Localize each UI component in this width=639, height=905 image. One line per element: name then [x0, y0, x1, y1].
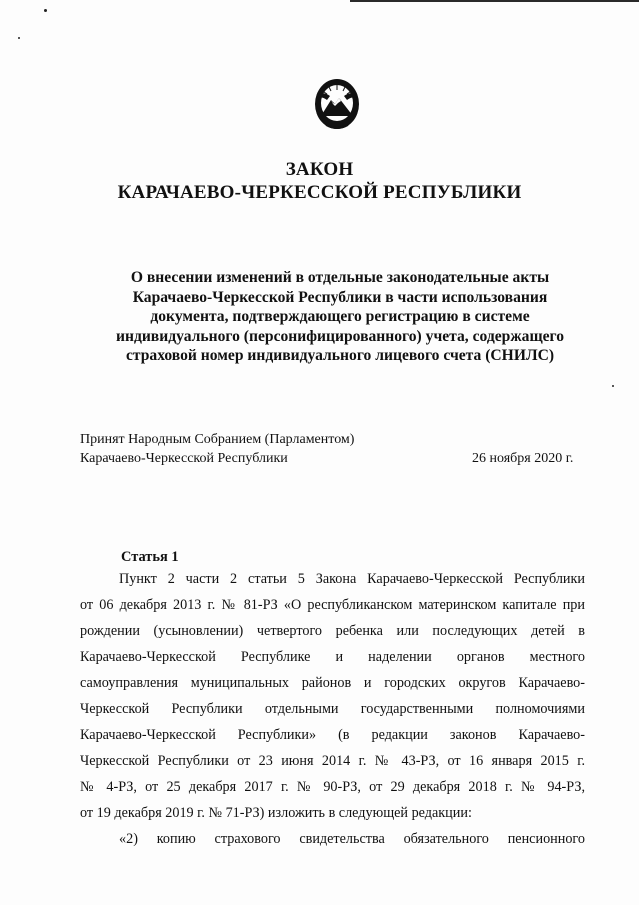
article-text-line: рождении (усыновлении) четвертого ребенка или последующих детей в: [80, 623, 585, 639]
article-text-line: Черкесской Республики от 23 июня 2014 г. № 43-РЗ, от 16 января 2015 г.: [80, 753, 585, 769]
subject-line: О внесении изменений в отдельные законодательные акты: [130, 269, 550, 286]
article-text-line: самоуправления муниципальных районов и городских округов Карачаево-: [80, 675, 585, 691]
adoption-line: Карачаево-Черкесской Республики: [80, 451, 288, 466]
article-text-line: от 19 декабря 2019 г. № 71-РЗ) изложить в следующей редакции:: [80, 805, 472, 821]
article-text-line: от 06 декабря 2013 г. № 81-РЗ «О республиканском материнском капитале при: [80, 597, 585, 613]
scan-edge-line: [350, 0, 639, 2]
adoption-date: 26 ноября 2020 г.: [472, 451, 574, 466]
article-text-line: Черкесской Республики отдельными государственными полномочиями: [80, 701, 585, 717]
adoption-note: [80, 430, 354, 468]
law-title: ЗАКОН: [285, 159, 354, 180]
coat-of-arms-icon: [312, 76, 362, 132]
scan-speck: [18, 37, 20, 39]
article-text-line: Пункт 2 части 2 статьи 5 Закона Карачаево-Черкесской Республики: [119, 571, 585, 587]
article-text-line: Карачаево-Черкесской Республике и наделении органов местного: [80, 649, 585, 665]
adoption-line: Принят Народным Собранием (Парламентом): [80, 432, 355, 447]
scan-speck: [44, 9, 47, 12]
law-subject: [60, 268, 620, 366]
subject-line: Карачаево-Черкесской Республики в части использования: [132, 288, 548, 306]
subject-line: документа, подтверждающего регистрацию в системе: [150, 308, 530, 326]
law-title-republic: КАРАЧАЕВО-ЧЕРКЕССКОЙ РЕСПУБЛИКИ: [117, 182, 522, 203]
scan-speck: [612, 385, 614, 387]
article-text-line: «2) копию страхового свидетельства обязательного пенсионного: [119, 831, 585, 847]
article-text-line: № 4-РЗ, от 25 декабря 2017 г. № 90-РЗ, от 29 декабря 2018 г. № 94-РЗ,: [80, 779, 585, 795]
subject-line: страховой номер индивидуального лицевого счета (СНИЛС): [125, 347, 555, 365]
article-text-line: Карачаево-Черкесской Республики» (в редакции законов Карачаево-: [80, 727, 585, 743]
subject-line: индивидуального (персонифицированного) учета, содержащего: [115, 327, 565, 345]
article-heading: Статья 1: [121, 549, 179, 565]
